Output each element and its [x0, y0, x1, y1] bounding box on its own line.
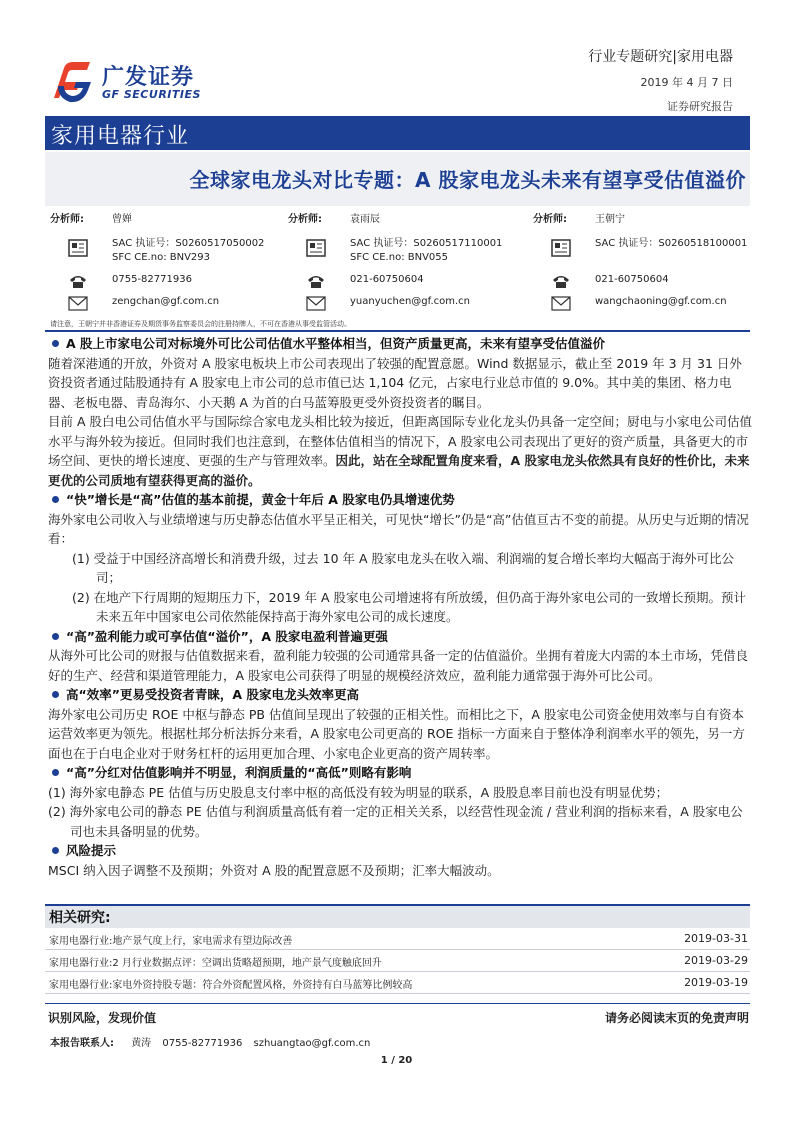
analyst-email[interactable]: wangchaoning@gf.com.cn — [595, 296, 727, 307]
analyst-sfc: SFC CE.no: BNV293 — [112, 252, 211, 263]
related-research-label: 相关研究: — [49, 910, 111, 926]
gf-logo — [50, 58, 225, 104]
related-research-title[interactable]: 家用电器行业:地产景气度上行，家电需求有望边际改善 — [49, 936, 293, 947]
certificate-icon — [551, 239, 571, 257]
section-heading: “高”盈利能力或可享估值“溢价”，A 股家电盈利普遍更强 — [48, 627, 753, 647]
paragraph — [48, 412, 753, 490]
page-number: 1 / 20 — [380, 1055, 413, 1066]
divider — [45, 330, 750, 332]
analyst-sfc: SFC CE.no: BNV055 — [350, 252, 449, 263]
report-type: 行业专题研究|家用电器 — [588, 49, 733, 65]
gf-logo-mark-icon — [50, 58, 94, 104]
related-research-row[interactable] — [45, 950, 750, 972]
list-item: (2) 海外家电公司的静态 PE 估值与利润质量高低有着一定的正相关关系，以经营性现金流 / 营业利润的指标来看，A 股家电公司也未具备明显的优势。 — [48, 804, 743, 839]
section-heading: 高“效率”更易受投资者青睐，A 股家电龙头效率更高 — [48, 685, 753, 705]
title-banner — [45, 152, 750, 206]
report-date: 2019 年 4 月 7 日 — [640, 76, 733, 89]
paragraph-text: 目前 A 股白电公司估值水平与国际综合家电龙头相比较为接近，但距离国际专业化龙头仍具备一定空间；厨电与小家电公司估值水平与海外较为接近。但同时我们也注意到，在整体估值相当的情况下，A 股家电公司表现出了更好的资产质量，具备更大的市场空间、更快的增长速度、更强的生产与管理效率。 — [48, 414, 753, 468]
analyst-sac: SAC 执证号：S0260517110001 — [350, 238, 503, 249]
list-item: (1) 受益于中国经济高增长和消费升级，过去 10 年 A 股家电龙头在收入端、利润端的复合增长率均大幅高于海外可比公司； — [72, 550, 735, 585]
analyst-card — [533, 208, 763, 316]
related-research-date: 2019-03-19 — [684, 976, 748, 989]
analyst-role: 分析师: — [50, 214, 84, 225]
paragraph: 随着深港通的开放，外资对 A 股家电板块上市公司表现出了较强的配置意愿。Wind 数据显示，截止至 2019 年 3 月 31 日外资投资者通过陆股通持有 A 股家电上市公司的总市值已达 1,104 亿元，占家电行业总市值的 9.0%。其中美的集团、格力电器、老板电器、青岛海尔、小天鹅 A 为首的白马蓝筹股更受外资投资者的瞩目。 — [48, 355, 742, 410]
phone-icon — [551, 272, 571, 290]
paragraph: 海外家电公司历史 ROE 中枢与静态 PB 估值间呈现出了较强的正相关性。而相比之下，A 股家电公司资金使用效率与自有资本运营效率更为领先。根据杜邦分析法拆分来看，A 股家电公司更高的 ROE 指标一方面来自于整体净利润率水平的领先，另一方面也在于白电企业对于财务杠杆的运用更加合理、小家电企业更高的资产周转率。 — [48, 706, 745, 761]
header-meta — [588, 46, 733, 114]
analyst-role: 分析师: — [533, 214, 567, 225]
report-kind: 证券研究报告 — [667, 100, 733, 113]
email-icon — [551, 294, 571, 312]
analyst-phone: 0755-82771936 — [112, 274, 192, 285]
logo-english-name: GF SECURITIES — [102, 88, 201, 101]
section-heading: “快”增长是“高”估值的基本前提，黄金十年后 A 股家电仍具增速优势 — [48, 490, 753, 510]
paragraph: MSCI 纳入因子调整不及预期；外资对 A 股的配置意愿不及预期；汇率大幅波动。 — [48, 862, 500, 878]
analyst-email[interactable]: yuanyuchen@gf.com.cn — [350, 296, 470, 307]
footer-slogan: 识别风险，发现价值 — [48, 1011, 157, 1025]
paragraph: 海外家电公司收入与业绩增速与历史静态估值水平呈正相关，可见快“增长”仍是“高”估值亘古不变的前提。从历史与近期的情况看： — [48, 511, 749, 546]
certificate-icon — [306, 239, 326, 257]
logo-chinese-name: 广发证券 — [102, 65, 195, 90]
analyst-name: 曾婵 — [112, 214, 132, 225]
analyst-name: 王朝宁 — [595, 214, 625, 225]
footer-disclaimer-note: 请务必阅读末页的免责声明 — [604, 1011, 749, 1025]
phone-icon — [68, 272, 88, 290]
analyst-role: 分析师: — [288, 214, 322, 225]
contact-email[interactable]: szhuangtao@gf.com.cn — [253, 1038, 371, 1049]
analyst-phone: 021-60750604 — [350, 274, 424, 285]
list-item: (2) 在地产下行周期的短期压力下，2019 年 A 股家电公司增速将有所放缓，但仍高于海外家电公司的一致增长预期。预计未来五年中国家电公司依然能保持高于海外家电公司的成长速度。 — [72, 589, 746, 624]
contact-phone: 0755-82771936 — [162, 1038, 243, 1049]
summary-body — [48, 334, 753, 880]
analyst-sac: SAC 执证号：S0260518100001 — [595, 238, 748, 249]
related-research-date: 2019-03-31 — [684, 932, 748, 945]
email-icon — [68, 294, 88, 312]
list-item: (1) 海外家电静态 PE 估值与历史股息支付率中枢的高低没有较为明显的联系，A 股股息率目前也没有明显优势； — [48, 784, 669, 800]
email-icon — [306, 294, 326, 312]
report-contact — [50, 1034, 378, 1049]
analyst-card — [50, 208, 280, 316]
paragraph-bold-conclusion: 因此，站在全球配置角度来看，A 股家电龙头依然具有良好的性价比，未来更优的公司质地有望获得更高的溢价。 — [48, 453, 750, 488]
analyst-sac: SAC 执证号：S0260517050002 — [112, 238, 265, 249]
related-research-date: 2019-03-29 — [684, 954, 748, 967]
phone-icon — [306, 272, 326, 290]
related-research-title[interactable]: 家用电器行业:2 月行业数据点评：空调出货略超预期，地产景气度触底回升 — [49, 958, 382, 969]
section-heading: “高”分红对估值影响并不明显，利润质量的“高低”则略有影响 — [48, 763, 753, 783]
contact-name: 黄涛 — [131, 1038, 152, 1049]
report-title: 全球家电龙头对比专题：A 股家电龙头未来有望享受估值溢价 — [189, 168, 746, 192]
industry-name: 家用电器行业 — [51, 124, 190, 149]
related-research-row[interactable] — [45, 972, 750, 994]
analyst-email[interactable]: zengchan@gf.com.cn — [112, 296, 220, 307]
licensing-notice: 请注意，王朝宁并非香港证券及期货事务监察委员会的注册持牌人，不可在香港从事受监管活动。 — [50, 320, 351, 328]
related-research-row[interactable] — [45, 928, 750, 950]
contact-label: 本报告联系人: — [50, 1038, 114, 1049]
section-heading: 风险提示 — [48, 841, 753, 861]
related-research-title[interactable]: 家用电器行业:家电外资持股专题：符合外资配置风格，外资持有白马蓝筹比例较高 — [49, 980, 413, 991]
analyst-phone: 021-60750604 — [595, 274, 669, 285]
related-research-heading — [45, 904, 750, 928]
section-heading: A 股上市家电公司对标境外可比公司估值水平整体相当，但资产质量更高，未来有望享受估值溢价 — [48, 334, 753, 354]
certificate-icon — [68, 239, 88, 257]
analyst-name: 袁雨辰 — [350, 214, 380, 225]
analyst-card — [288, 208, 518, 316]
paragraph: 从海外可比公司的财报与估值数据来看，盈利能力较强的公司通常具备一定的估值溢价。坐拥有着庞大内需的本土市场，凭借良好的生产、经营和渠道管理能力，A 股家电公司获得了明显的规模经济效应，盈利能力通常强于海外可比公司。 — [48, 648, 749, 683]
footer-divider — [45, 1003, 750, 1004]
industry-banner — [45, 116, 750, 150]
